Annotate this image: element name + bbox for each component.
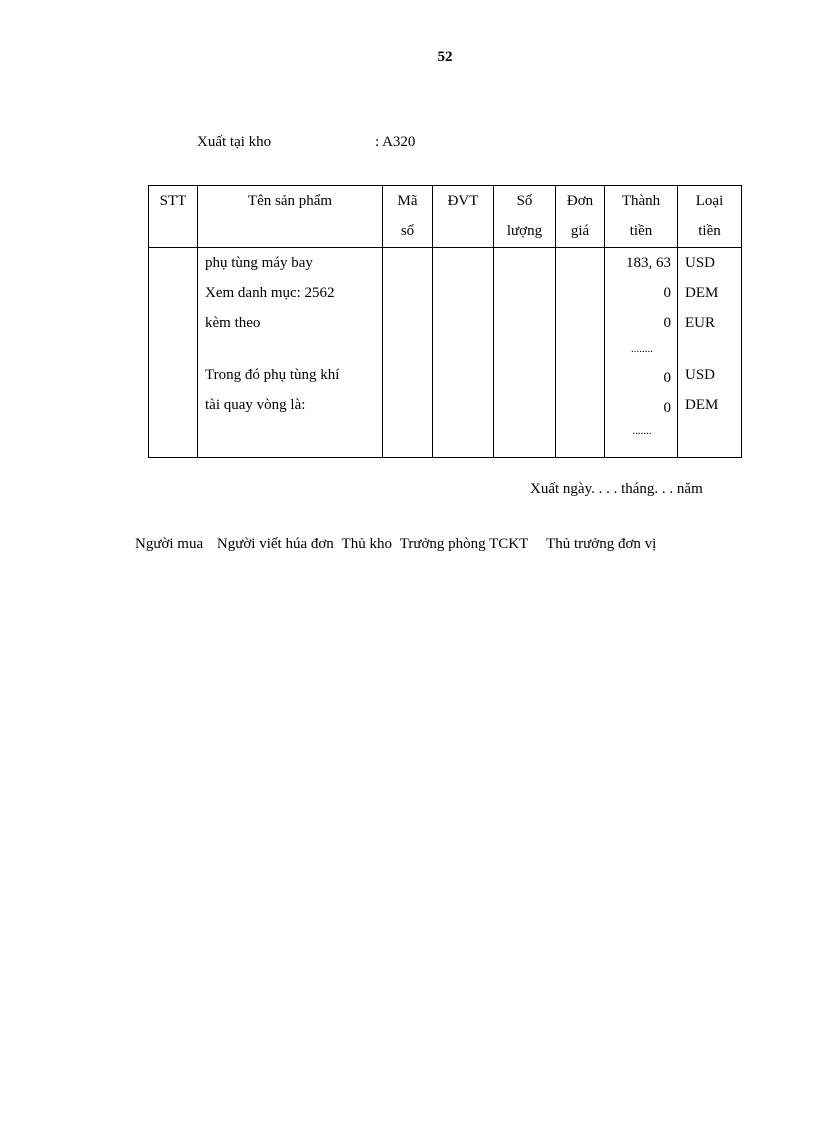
signature-unit-head: Thủ trưởng đơn vị [546,536,657,552]
currency-line: DEM [685,397,719,413]
table-row [149,248,742,458]
cell-quantity [494,248,556,458]
amount-line: 0 [663,315,671,331]
signature-line [135,536,656,553]
amount-line: 183, 63 [626,255,671,271]
amount-line: ........ [631,343,653,355]
cell-unit-price [556,248,605,458]
currency-line: DEM [685,285,719,301]
product-line: tài quay vòng là: [205,397,306,413]
page-number: 52 [437,49,453,65]
product-line: kèm theo [205,315,261,331]
header-amount: Thành tiền [605,186,678,248]
export-date: Xuất ngày. . . . tháng. . . năm [530,481,703,497]
warehouse-label: Xuất tại kho [197,134,272,150]
table-header-row [149,186,742,248]
header-currency: Loại tiền [678,186,742,248]
header-unit: ĐVT [433,186,494,248]
warehouse-line [197,134,415,151]
header-unit-price: Đơn giá [556,186,605,248]
signature-buyer: Người mua [135,536,204,552]
header-code: Mã số [383,186,433,248]
cell-product-name [198,248,383,458]
cell-currency [678,248,742,458]
amount-line: 0 [663,285,671,301]
currency-line: USD [685,255,716,271]
currency-line: EUR [685,315,715,331]
signature-finance-head: Trưởng phòng TCKT [399,536,529,552]
amount-line: ....... [632,425,652,437]
amount-line: 0 [663,400,671,416]
header-product-name: Tên sản phẩm [198,186,383,248]
product-line [205,338,382,360]
signature-invoice-writer: Người viết húa đơn [216,536,334,552]
cell-stt [149,248,198,458]
product-line: Trong đó phụ tùng khí [205,367,340,383]
product-line: Xem danh mục: 2562 [205,285,335,301]
currency-line [685,338,741,360]
amount-line: 0 [663,370,671,386]
product-line: phụ tùng máy bay [205,255,313,271]
cell-amount [605,248,678,458]
header-stt: STT [149,186,198,248]
warehouse-value: : A320 [375,134,416,150]
cell-code [383,248,433,458]
invoice-table [148,185,742,458]
header-quantity: Số lượng [494,186,556,248]
currency-line: USD [685,367,716,383]
cell-unit [433,248,494,458]
signature-storekeeper: Thủ kho [341,536,392,552]
